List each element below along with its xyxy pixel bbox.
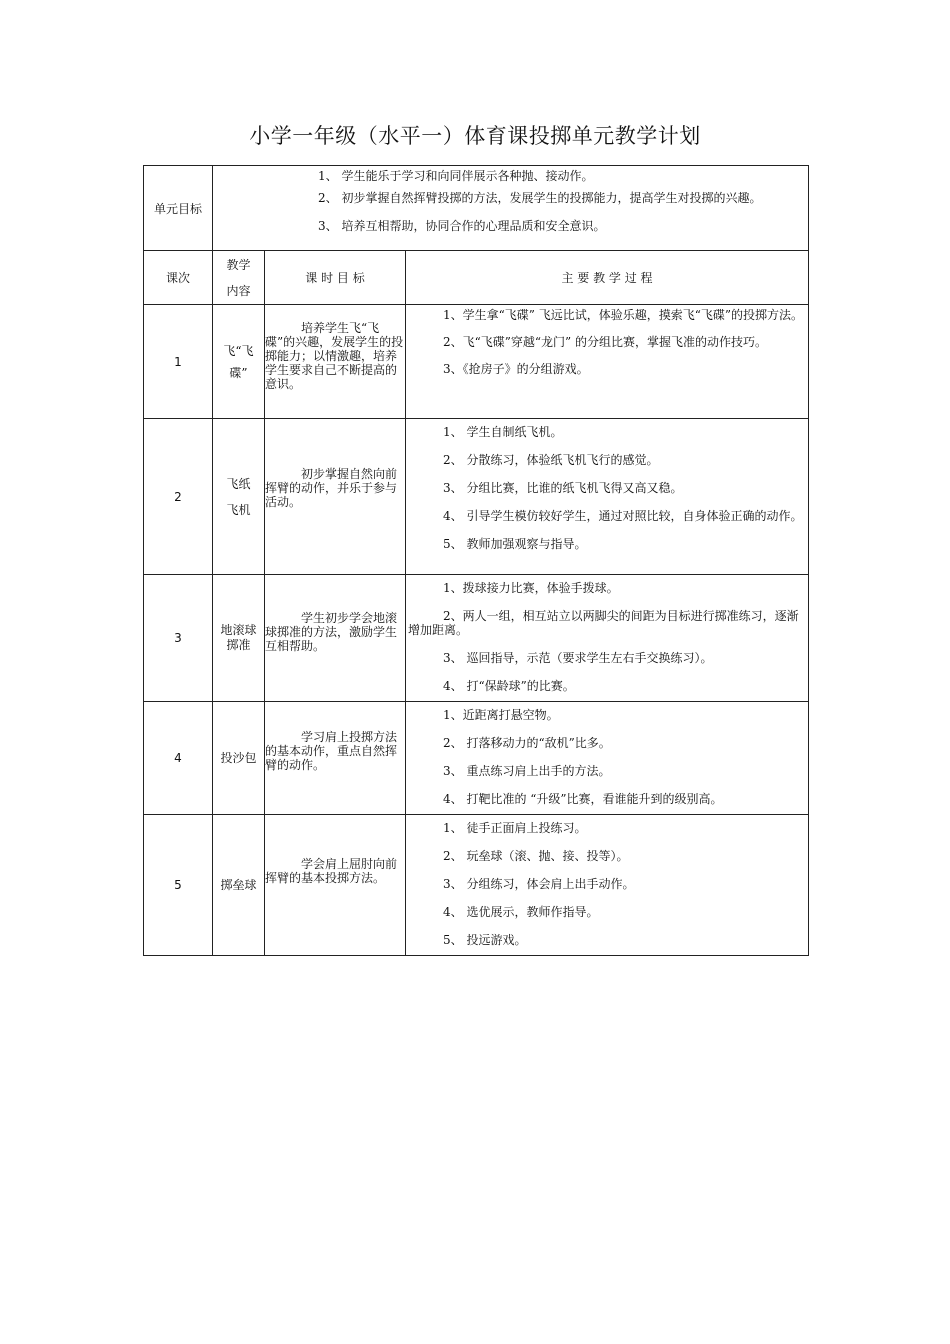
- lesson-objective: [265, 419, 406, 575]
- lesson-number: 2: [144, 419, 213, 575]
- header-content-line: 教学: [226, 257, 251, 272]
- lesson-number: 4: [144, 702, 213, 815]
- lesson-objective-text: 培养学生飞“飞碟”的兴趣，发展学生的投掷能力；以情激趣，培养学生要求自己不断提高的意识。: [265, 321, 404, 391]
- lesson-number: 1: [144, 305, 213, 419]
- lesson-content-line: 飞纸: [226, 476, 251, 491]
- process-step: 2、 打落移动力的“敌机”比多。: [443, 736, 611, 750]
- lesson-content-line: 飞机: [226, 502, 251, 517]
- lesson-content: [213, 419, 265, 575]
- lesson-objective-text: 初步掌握自然向前挥臂的动作，并乐于参与活动。: [265, 467, 398, 509]
- unit-goal-item: 1、 学生能乐于学习和向同伴展示各种抛、接动作。: [318, 169, 594, 183]
- process-step: 1、 学生自制纸飞机。: [443, 425, 563, 439]
- lesson-objective: [265, 815, 406, 956]
- process-step: 2、飞“飞碟”穿越“龙门” 的分组比赛，掌握飞准的动作技巧。: [443, 335, 767, 349]
- header-process: 主 要 教 学 过 程: [406, 251, 809, 305]
- process-step: 1、学生拿“飞碟” 飞远比试，体验乐趣，摸索飞“飞碟”的投掷方法。: [443, 308, 803, 322]
- process-step: 1、 徒手正面肩上投练习。: [443, 821, 587, 835]
- lesson-content: 投沙包: [213, 702, 265, 815]
- lesson-process: [406, 419, 809, 575]
- process-step: 5、 投远游戏。: [443, 933, 527, 947]
- lesson-row-5: [144, 815, 809, 956]
- lesson-row-1: [144, 305, 809, 419]
- header-content: [213, 251, 265, 305]
- process-step: 5、 教师加强观察与指导。: [443, 537, 587, 551]
- process-step: 1、拨球接力比赛，体验手拨球。: [443, 581, 619, 595]
- process-step: 4、 打靶比准的 “升级”比赛，看谁能升到的级别高。: [443, 792, 723, 806]
- process-step: 3、 分组练习，体会肩上出手动作。: [443, 877, 635, 891]
- lesson-row-3: [144, 575, 809, 702]
- lesson-objective: [265, 305, 406, 419]
- process-step: 3、 巡回指导，示范（要求学生左右手交换练习）。: [443, 651, 713, 665]
- header-content-line: 内容: [226, 283, 251, 298]
- lesson-content-line: 地滚球: [220, 623, 257, 637]
- process-step: 2、 玩垒球（滚、抛、接、投等）。: [443, 849, 629, 863]
- header-lesson: 课次: [144, 251, 213, 305]
- lesson-process: [406, 702, 809, 815]
- process-step: 2、 分散练习，体验纸飞机飞行的感觉。: [443, 453, 659, 467]
- process-step: 4、 引导学生模仿较好学生，通过对照比较，自身体验正确的动作。: [443, 509, 803, 523]
- teaching-plan-table: [143, 165, 809, 956]
- lesson-objective: [265, 575, 406, 702]
- unit-goal-item: 3、 培养互相帮助，协同合作的心理品质和安全意识。: [318, 219, 606, 233]
- process-step: 2、两人一组，相互站立以两脚尖的间距为目标进行掷准练习，逐渐增加距离。: [408, 609, 799, 637]
- lesson-objective-text: 学会肩上屈肘向前挥臂的基本投掷方法。: [265, 857, 398, 885]
- lesson-content-line: 掷准: [226, 638, 251, 652]
- process-step: 3、 分组比赛，比谁的纸飞机飞得又高又稳。: [443, 481, 683, 495]
- lesson-content: 掷垒球: [213, 815, 265, 956]
- process-step: 3、 重点练习肩上出手的方法。: [443, 764, 611, 778]
- lesson-row-2: [144, 419, 809, 575]
- lesson-content: [213, 575, 265, 702]
- process-step: 4、 选优展示，教师作指导。: [443, 905, 599, 919]
- lesson-content: 飞“飞碟”: [213, 305, 265, 419]
- unit-goal-item: 2、 初步掌握自然挥臂投掷的方法，发展学生的投掷能力，提高学生对投掷的兴趣。: [318, 191, 762, 205]
- lesson-objective-text: 学生初步学会地滚球掷准的方法，激励学生互相帮助。: [265, 611, 398, 653]
- document-title: 小学一年级（水平一）体育课投掷单元教学计划: [249, 124, 701, 148]
- lesson-number: 3: [144, 575, 213, 702]
- process-step: 4、 打“保龄球”的比赛。: [443, 679, 575, 693]
- lesson-objective-text: 学习肩上投掷方法的基本动作，重点自然挥臂的动作。: [265, 730, 398, 772]
- header-objective: 课 时 目 标: [265, 251, 406, 305]
- header-row: [144, 251, 809, 305]
- process-step: 3、《抢房子》的分组游戏。: [443, 362, 589, 376]
- lesson-process: [406, 815, 809, 956]
- unit-goals-list: [213, 166, 809, 251]
- lesson-process: [406, 305, 809, 419]
- unit-goals-label: 单元目标: [144, 166, 213, 251]
- process-step: 1、近距离打悬空物。: [443, 708, 559, 722]
- lesson-number: 5: [144, 815, 213, 956]
- lesson-row-4: [144, 702, 809, 815]
- unit-goals-row: [144, 166, 809, 251]
- lesson-process: [406, 575, 809, 702]
- lesson-objective: [265, 702, 406, 815]
